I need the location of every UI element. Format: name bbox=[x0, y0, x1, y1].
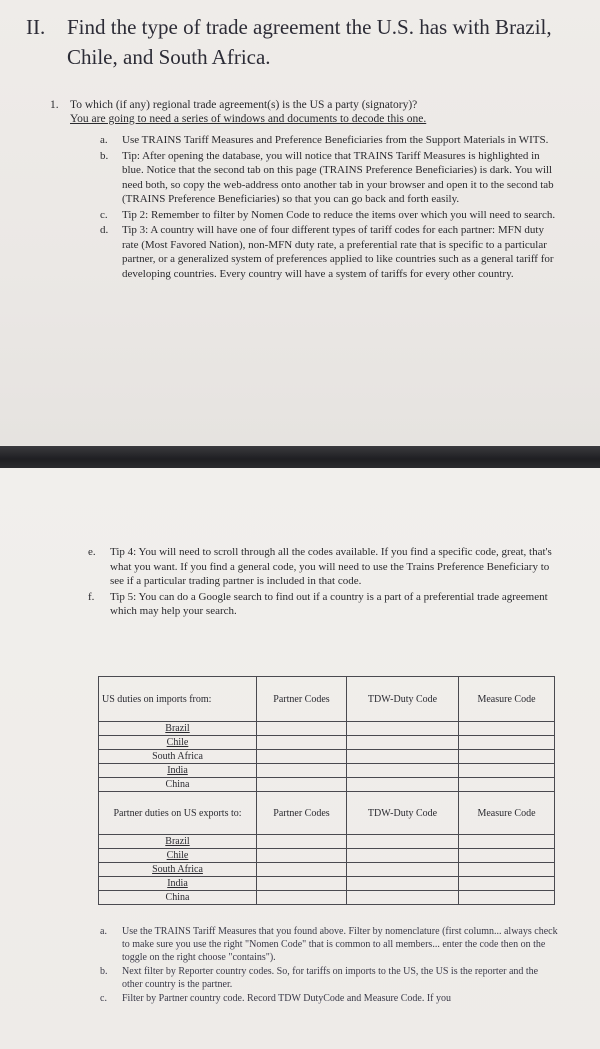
duty-code-cell[interactable] bbox=[347, 863, 459, 877]
list-item: a. Use TRAINS Tariff Measures and Preference Beneficiaries from the Support Materials in WITS. bbox=[100, 134, 549, 146]
steps-list-top bbox=[100, 133, 560, 282]
table-header-row bbox=[99, 792, 555, 835]
list-item: e. Tip 4: You will need to scroll through all the codes available. If you find a specific code, great, that's what you want. If you find a general code, you will need to use the Trains Preference Beneficiary to see if a particular trading partner is included in that code. bbox=[88, 546, 552, 587]
table-header-cell: TDW-Duty Code bbox=[347, 792, 459, 835]
measure-code-cell[interactable] bbox=[459, 891, 555, 905]
window-divider-bar bbox=[0, 446, 600, 468]
country-label: China bbox=[165, 891, 190, 903]
partner-code-cell[interactable] bbox=[257, 736, 347, 750]
duty-code-cell[interactable] bbox=[347, 750, 459, 764]
measure-code-cell[interactable] bbox=[459, 877, 555, 891]
measure-code-cell[interactable] bbox=[459, 736, 555, 750]
country-label: South Africa bbox=[152, 750, 203, 762]
partner-code-cell[interactable] bbox=[257, 764, 347, 778]
duty-code-cell[interactable] bbox=[347, 764, 459, 778]
table-row bbox=[99, 764, 555, 778]
section-title: Find the type of trade agreement the U.S. has with Brazil, Chile, and South Africa. bbox=[67, 15, 552, 69]
duty-code-cell[interactable] bbox=[347, 849, 459, 863]
partner-code-cell[interactable] bbox=[257, 835, 347, 849]
partner-code-cell[interactable] bbox=[257, 891, 347, 905]
table-header-cell: Partner Codes bbox=[257, 792, 347, 835]
list-item: a. Use the TRAINS Tariff Measures that you found above. Filter by nomenclature (first column... always check to make sure you use the right "Nomen Code" that is common to all members... enter the code then on the toggle on the right choose "contains"). bbox=[100, 926, 558, 963]
table-row bbox=[99, 849, 555, 863]
duty-code-cell[interactable] bbox=[347, 722, 459, 736]
list-item: f. Tip 5: You can do a Google search to find out if a country is a part of a preferential trade agreement which may help your search. bbox=[88, 590, 548, 617]
question-1 bbox=[50, 98, 570, 126]
question-text: To which (if any) regional trade agreement(s) is the US a party (signatory)? bbox=[70, 99, 418, 111]
table-header-cell: Measure Code bbox=[459, 792, 555, 835]
steps-list-middle bbox=[88, 545, 558, 620]
table-header-cell: US duties on imports from: bbox=[99, 677, 257, 722]
duty-code-cell[interactable] bbox=[347, 778, 459, 792]
country-label: China bbox=[165, 778, 190, 790]
country-label: Chile bbox=[166, 736, 189, 748]
trade-codes-table bbox=[98, 676, 555, 905]
table-header-row bbox=[99, 677, 555, 722]
measure-code-cell[interactable] bbox=[459, 778, 555, 792]
list-item: c. Filter by Partner country code. Record TDW DutyCode and Measure Code. If you bbox=[100, 993, 451, 1004]
duty-code-cell[interactable] bbox=[347, 736, 459, 750]
partner-code-cell[interactable] bbox=[257, 849, 347, 863]
table-row bbox=[99, 891, 555, 905]
table-row bbox=[99, 877, 555, 891]
section-number: II. bbox=[26, 15, 46, 39]
table-row bbox=[99, 736, 555, 750]
measure-code-cell[interactable] bbox=[459, 764, 555, 778]
duty-code-cell[interactable] bbox=[347, 877, 459, 891]
list-item: d. Tip 3: A country will have one of four different types of tariff codes for each partner: MFN duty rate (Most Favored Nation), non-MFN duty rate, a preferential rate that is specific to a particular partner, or a generalized system of preferences applied to like countries such as a general tariff for developing countries. Every country will have a system of tariffs for every other country. bbox=[100, 224, 554, 280]
partner-code-cell[interactable] bbox=[257, 863, 347, 877]
measure-code-cell[interactable] bbox=[459, 722, 555, 736]
table-header-cell: TDW-Duty Code bbox=[347, 677, 459, 722]
table-header-cell: Measure Code bbox=[459, 677, 555, 722]
partner-code-cell[interactable] bbox=[257, 750, 347, 764]
table-row bbox=[99, 750, 555, 764]
partner-code-cell[interactable] bbox=[257, 778, 347, 792]
measure-code-cell[interactable] bbox=[459, 750, 555, 764]
list-item: b. Next filter by Reporter country codes. So, for tariffs on imports to the US, the US is the reporter and the other country is the partner. bbox=[100, 966, 539, 990]
steps-list-bottom bbox=[100, 925, 560, 1006]
measure-code-cell[interactable] bbox=[459, 849, 555, 863]
measure-code-cell[interactable] bbox=[459, 835, 555, 849]
table-row bbox=[99, 835, 555, 849]
partner-code-cell[interactable] bbox=[257, 877, 347, 891]
question-number: 1. bbox=[50, 99, 59, 111]
table-row bbox=[99, 722, 555, 736]
country-label: South Africa bbox=[152, 863, 203, 875]
table-header-cell: Partner duties on US exports to: bbox=[99, 792, 257, 835]
country-label: India bbox=[167, 764, 188, 776]
country-label: Brazil bbox=[165, 722, 190, 734]
country-label: India bbox=[167, 877, 188, 889]
table-row bbox=[99, 863, 555, 877]
list-item: c. Tip 2: Remember to filter by Nomen Code to reduce the items over which you will need to search. bbox=[100, 208, 556, 221]
measure-code-cell[interactable] bbox=[459, 863, 555, 877]
country-label: Brazil bbox=[165, 835, 190, 847]
list-item: b. Tip: After opening the database, you will notice that TRAINS Tariff Measures is highlighted in blue. Notice that the second tab on this page (TRAINS Preference Beneficiaries) is dark. You will need both, so copy the web-address onto another tab in your browser and open it to the second tab (TRAINS Preference Beneficiaries) so that you can go back and forth easily. bbox=[100, 149, 554, 205]
duty-code-cell[interactable] bbox=[347, 891, 459, 905]
partner-code-cell[interactable] bbox=[257, 722, 347, 736]
table-row bbox=[99, 778, 555, 792]
table-header-cell: Partner Codes bbox=[257, 677, 347, 722]
question-intro: You are going to need a series of windows and documents to decode this one. bbox=[70, 113, 427, 125]
country-label: Chile bbox=[166, 849, 189, 861]
duty-code-cell[interactable] bbox=[347, 835, 459, 849]
